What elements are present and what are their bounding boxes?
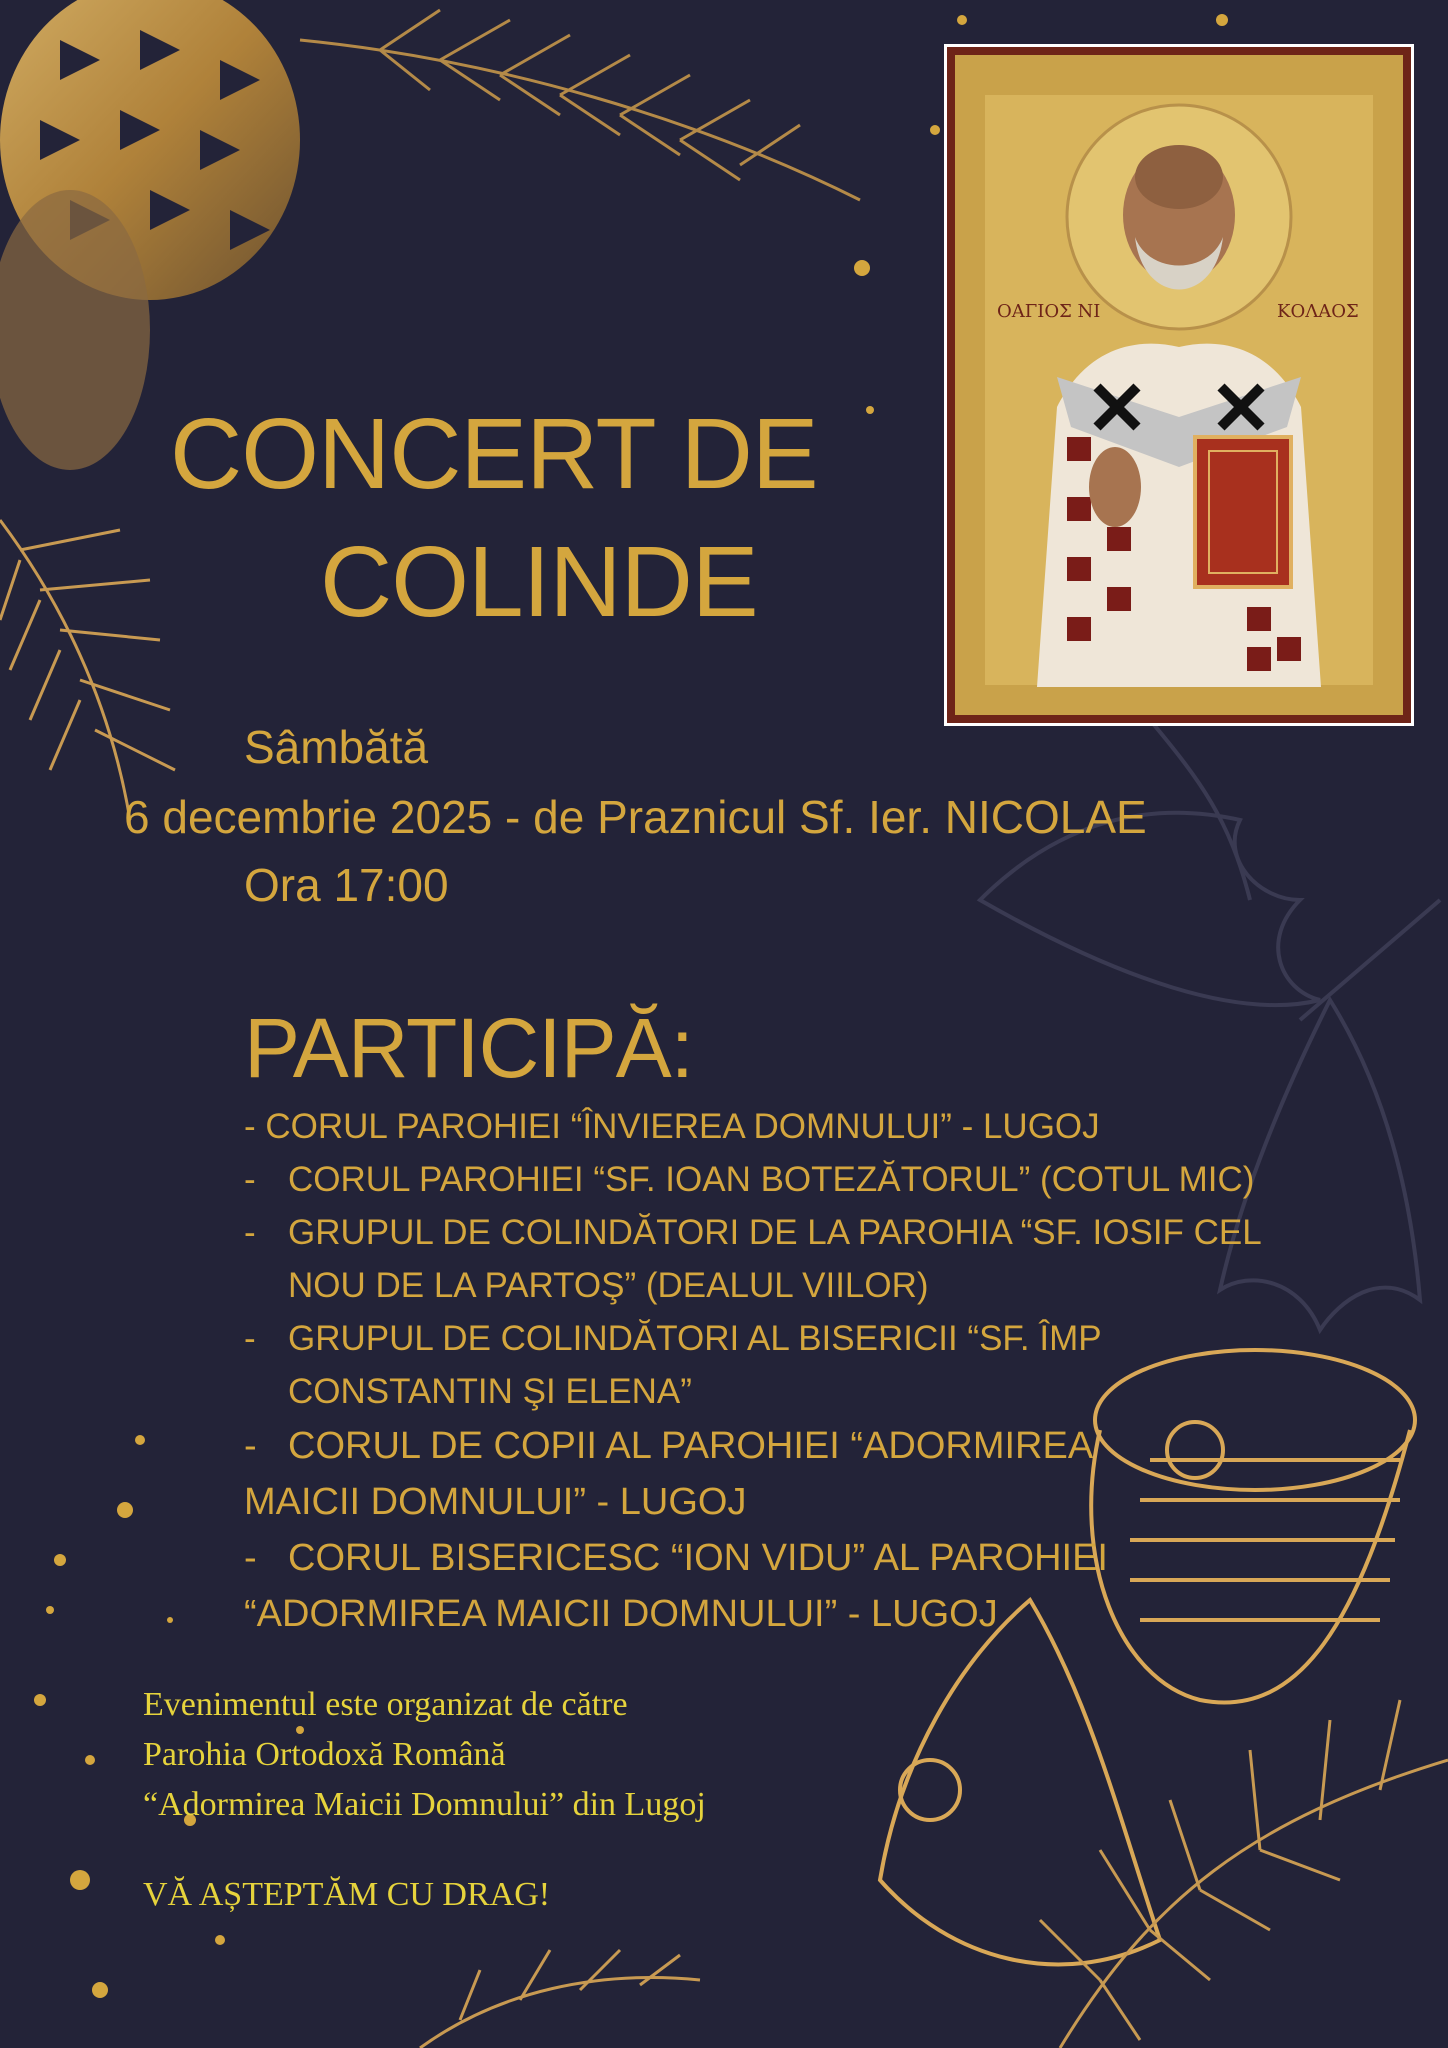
pine-branch-top	[300, 10, 860, 200]
organizer-line-2: Parohia Ortodoxă Română	[143, 1736, 506, 1773]
pine-branch-left	[0, 520, 175, 820]
saint-nicholas-icon	[944, 44, 1414, 726]
list-item: - CORUL PAROHIEI “ÎNVIEREA DOMNULUI” - LUGOJ	[244, 1107, 1100, 1146]
event-date: 6 decembrie 2025 - de Praznicul Sf. Ier. NICOLAE	[124, 791, 1147, 843]
concert-title	[170, 390, 870, 646]
icon-inscription-left: ΟΑΓΙΟΣ ΝΙ	[997, 301, 1101, 322]
organizer-text	[143, 1680, 706, 1830]
list-item-continuation: MAICII DOMNULUI” - LUGOJ	[244, 1481, 747, 1523]
list-item: - CORUL DE COPII AL PAROHIEI “ADORMIREA	[244, 1425, 1094, 1467]
title-line-2: COLINDE	[320, 526, 758, 638]
list-item: - CORUL BISERICESC “ION VIDU” AL PAROHIEI	[244, 1537, 1108, 1579]
icon-painting	[947, 47, 1411, 723]
list-item-continuation: “ADORMIREA MAICII DOMNULUI” - LUGOJ	[244, 1593, 998, 1635]
icon-inscription-right: ΚΟΛΑΟΣ	[1277, 301, 1359, 322]
event-time: Ora 17:00	[244, 859, 449, 911]
organizer-line-1: Evenimentul este organizat de către	[143, 1686, 628, 1723]
participants-list	[244, 1100, 1324, 1642]
list-item-continuation: NOU DE LA PARTOŞ” (DEALUL VIILOR)	[288, 1266, 929, 1305]
closing-message: VĂ AȘTEPTĂM CU DRAG!	[143, 1876, 551, 1913]
list-item: - GRUPUL DE COLINDĂTORI AL BISERICII “SF. ÎMP	[244, 1319, 1102, 1358]
list-item-continuation: CONSTANTIN ŞI ELENA”	[288, 1372, 692, 1411]
title-line-1: CONCERT DE	[170, 398, 818, 510]
list-item: - CORUL PAROHIEI “SF. IOAN BOTEZĂTORUL” (COTUL MIC)	[244, 1160, 1255, 1199]
list-item: - GRUPUL DE COLINDĂTORI DE LA PAROHIA “SF. IOSIF CEL	[244, 1213, 1262, 1252]
participants-heading: PARTICIPĂ:	[244, 1001, 694, 1095]
event-day: Sâmbătă	[244, 721, 429, 773]
organizer-line-3: “Adormirea Maicii Domnului” din Lugoj	[143, 1786, 706, 1823]
